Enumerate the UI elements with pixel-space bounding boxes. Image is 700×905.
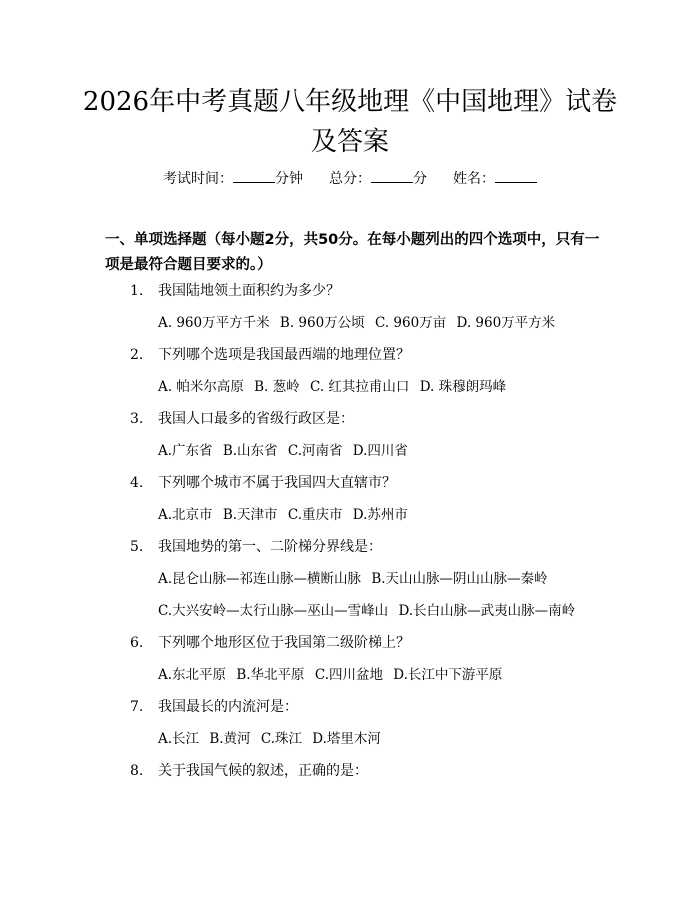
option-b: B.黄河 (209, 731, 251, 747)
name-label: 姓名： (453, 171, 495, 187)
score-unit: 分 (413, 171, 427, 187)
option-d: D. 960万平方米 (456, 315, 556, 331)
option-d: D.苏州市 (352, 507, 408, 523)
question-3 (130, 409, 354, 429)
option-a: A. 帕米尔高原 (158, 379, 244, 395)
option-b: B.天山山脉—阴山山脉—秦岭 (371, 571, 548, 587)
time-label: 考试时间： (163, 171, 233, 187)
question-text: 关于我国气候的叙述，正确的是： (158, 763, 368, 779)
question-number: 4. (130, 475, 144, 491)
options-6 (158, 665, 508, 685)
option-a: A.长江 (158, 731, 200, 747)
question-number: 7. (130, 699, 144, 715)
options-3 (158, 441, 414, 461)
option-b: B. 葱岭 (254, 379, 300, 395)
question-number: 3. (130, 411, 144, 427)
option-c: C.重庆市 (287, 507, 343, 523)
score-label: 总分： (329, 171, 371, 187)
option-c: C.河南省 (287, 443, 343, 459)
options-5-row2 (158, 601, 581, 621)
option-a: A.昆仑山脉—祁连山脉—横断山脉 (158, 571, 362, 587)
question-text: 下列哪个城市不属于我国四大直辖市？ (158, 475, 396, 491)
question-number: 5. (130, 539, 144, 555)
option-a: A. 960万平方千米 (158, 315, 270, 331)
option-b: B. 960万公顷 (279, 315, 365, 331)
option-c: C.大兴安岭—太行山脉—巫山—雪峰山 (158, 603, 389, 619)
option-c: C.四川盆地 (314, 667, 383, 683)
option-c: C.珠江 (260, 731, 302, 747)
exam-title: 2026年中考真题八年级地理《中国地理》试卷及答案 (82, 87, 618, 157)
option-d: D.四川省 (352, 443, 408, 459)
options-5-row1 (158, 569, 554, 589)
question-7 (130, 697, 298, 717)
question-1 (130, 281, 340, 301)
option-d: D.长江中下游平原 (393, 667, 503, 683)
question-2 (130, 345, 410, 365)
option-d: D.塔里木河 (312, 731, 381, 747)
question-number: 8. (130, 763, 144, 779)
question-4 (130, 473, 396, 493)
options-4 (158, 505, 414, 525)
option-b: B.华北平原 (236, 667, 305, 683)
exam-meta (0, 168, 700, 189)
question-text: 我国地势的第一、二阶梯分界线是： (158, 539, 382, 555)
option-a: A.东北平原 (158, 667, 227, 683)
question-8 (130, 761, 368, 781)
option-c: C. 960万亩 (374, 315, 447, 331)
question-number: 2. (130, 347, 144, 363)
options-1 (158, 313, 561, 333)
option-a: A.广东省 (158, 443, 213, 459)
option-d: D.长白山脉—武夷山脉—南岭 (398, 603, 576, 619)
question-text: 我国陆地领土面积约为多少？ (158, 283, 340, 299)
question-5 (130, 537, 382, 557)
question-number: 6. (130, 635, 144, 651)
question-text: 我国人口最多的省级行政区是： (158, 411, 354, 427)
time-blank (233, 168, 275, 183)
question-text: 下列哪个地形区位于我国第二级阶梯上？ (158, 635, 410, 651)
option-b: B.天津市 (222, 507, 278, 523)
option-d: D. 珠穆朗玛峰 (419, 379, 507, 395)
question-text: 下列哪个选项是我国最西端的地理位置？ (158, 347, 410, 363)
options-2 (158, 377, 512, 397)
question-6 (130, 633, 410, 653)
section-heading: 一、单项选择题（每小题2分，共50分。在每小题列出的四个选项中，只有一项是最符合题目要求的。） (105, 232, 600, 273)
option-c: C. 红其拉甫山口 (309, 379, 410, 395)
name-blank (495, 168, 537, 183)
options-7 (158, 729, 387, 749)
time-unit: 分钟 (275, 171, 303, 187)
score-blank (371, 168, 413, 183)
question-text: 我国最长的内流河是： (158, 699, 298, 715)
option-b: B.山东省 (222, 443, 278, 459)
question-number: 1. (130, 283, 144, 299)
option-a: A.北京市 (158, 507, 213, 523)
